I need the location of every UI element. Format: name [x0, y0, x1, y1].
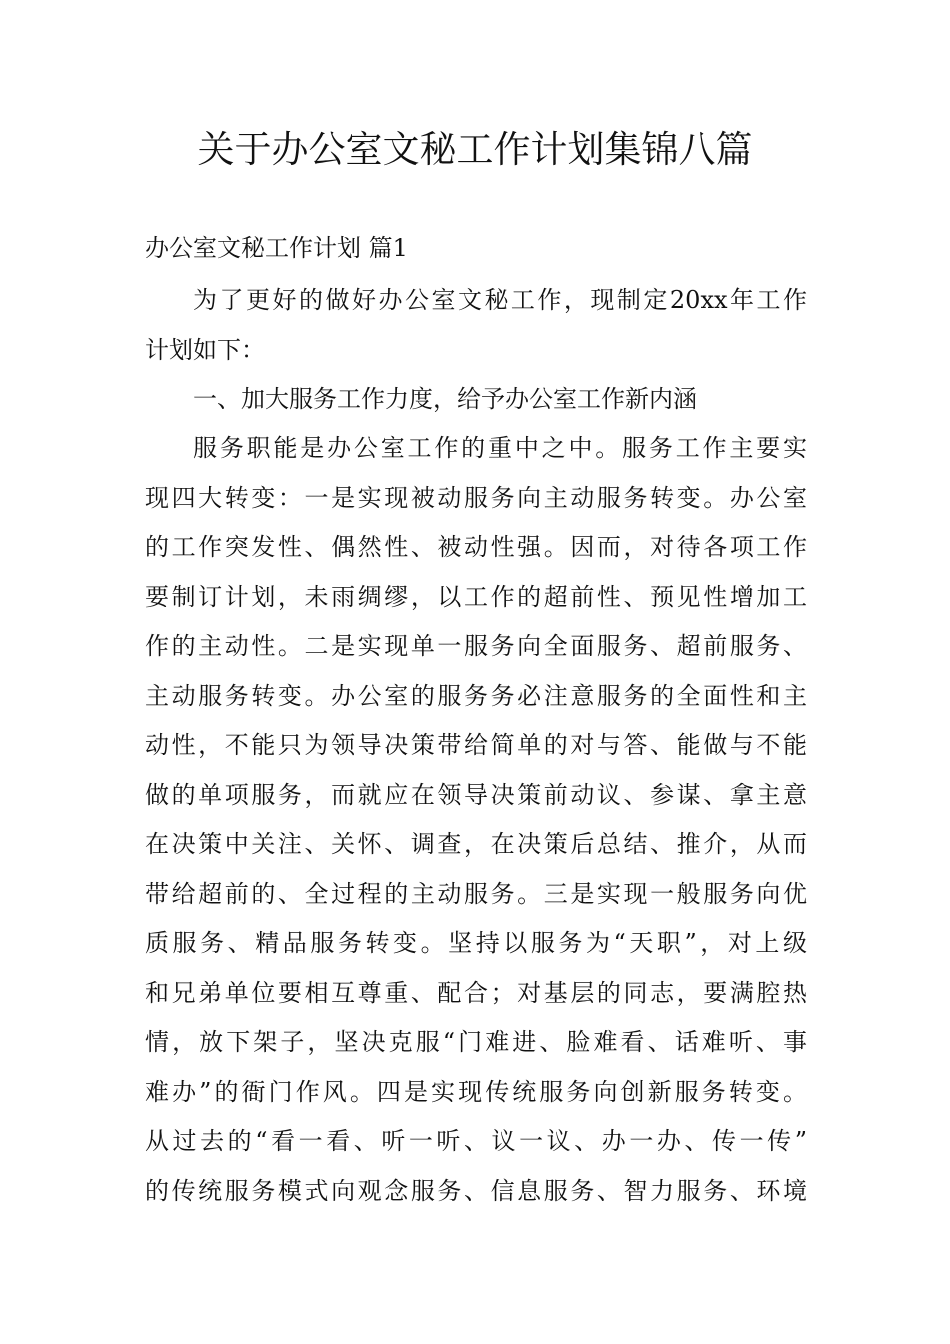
- paragraph-line: 在决策中关注、关怀、调查，在决策后总结、推介，从而: [145, 830, 807, 858]
- paragraph-line: 的工作突发性、偶然性、被动性强。因而，对待各项工作: [145, 533, 807, 561]
- section-heading: 办公室文秘工作计划 篇1: [145, 234, 408, 262]
- paragraph-line: 动性，不能只为领导决策带给简单的对与答、能做与不能: [145, 731, 807, 759]
- paragraph-line: 服务职能是办公室工作的重中之中。服务工作主要实: [193, 434, 807, 462]
- paragraph-line: 主动服务转变。办公室的服务务必注意服务的全面性和主: [145, 681, 807, 710]
- paragraph-line: 和兄弟单位要相互尊重、配合；对基层的同志，要满腔热: [145, 978, 807, 1007]
- paragraph-line: 难办”的衙门作风。四是实现传统服务向创新服务转变。: [145, 1077, 807, 1106]
- paragraph-line: 一、加大服务工作力度，给予办公室工作新内涵: [193, 385, 697, 413]
- paragraph-line: 计划如下：: [145, 335, 265, 364]
- paragraph-subheading: [145, 375, 807, 425]
- paragraph-body: [145, 424, 807, 1216]
- paragraph-line: 质服务、精品服务转变。坚持以服务为“天职”，对上级: [145, 929, 807, 957]
- document-title: 关于办公室文秘工作计划集锦八篇: [197, 128, 753, 171]
- paragraph-line: 带给超前的、全过程的主动服务。三是实现一般服务向优: [145, 879, 807, 908]
- paragraph-intro: [145, 276, 807, 375]
- paragraph-line: 为了更好的做好办公室文秘工作，现制定20xx年工作: [193, 286, 807, 314]
- paragraph-line: 做的单项服务，而就应在领导决策前动议、参谋、拿主意: [145, 780, 807, 809]
- paragraph-line: 的传统服务模式向观念服务、信息服务、智力服务、环境: [145, 1176, 807, 1205]
- paragraph-line: 作的主动性。二是实现单一服务向全面服务、超前服务、: [145, 632, 807, 660]
- paragraph-line: 现四大转变：一是实现被动服务向主动服务转变。办公室: [145, 483, 807, 512]
- paragraph-line: 从过去的“看一看、听一听、议一议、办一办、传一传”: [145, 1127, 807, 1155]
- paragraph-line: 情，放下架子，坚决克服“门难进、脸难看、话难听、事: [145, 1028, 807, 1056]
- paragraph-line: 要制订计划，未雨绸缪，以工作的超前性、预见性增加工: [145, 582, 807, 611]
